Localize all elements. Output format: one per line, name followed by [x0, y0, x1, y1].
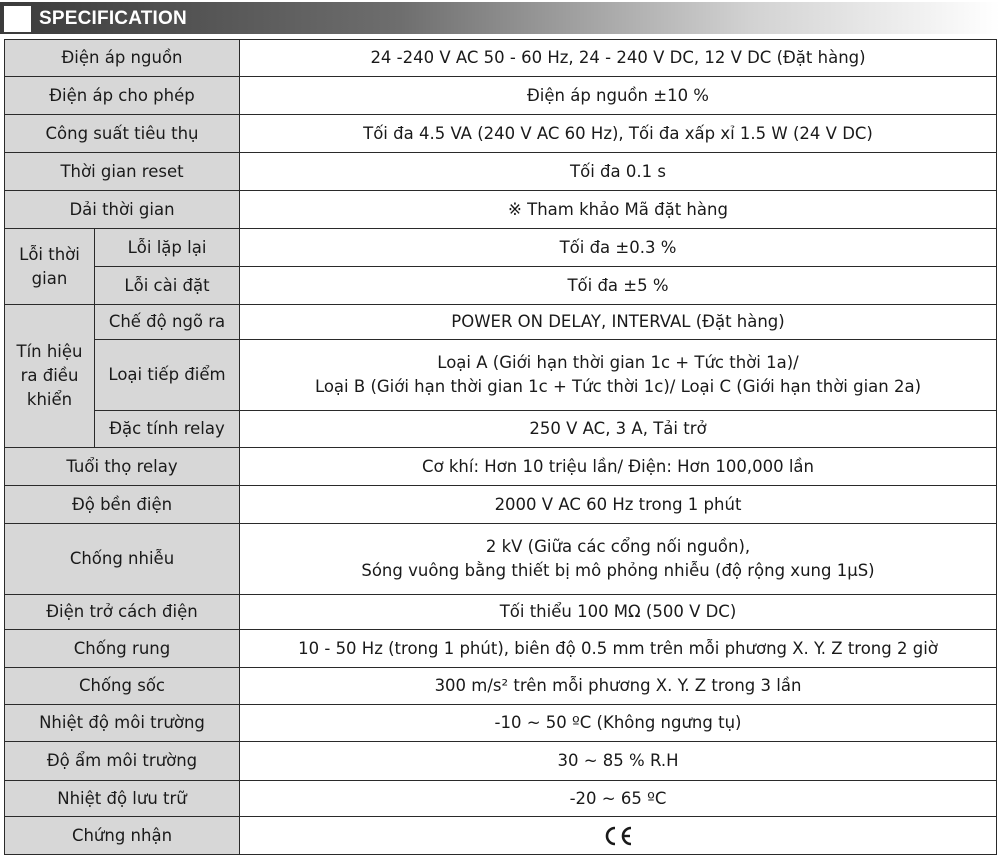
spec-label-repeat-error: Lỗi lặp lại	[95, 229, 240, 267]
table-row	[5, 705, 997, 742]
spec-label-relay-life: Tuổi thọ relay	[5, 448, 240, 486]
spec-label-certification: Chứng nhận	[5, 817, 240, 855]
spec-value-power-voltage: 24 -240 V AC 50 - 60 Hz, 24 - 240 V DC, 12 V DC (Đặt hàng)	[240, 40, 997, 77]
spec-label-setting-error: Lỗi cài đặt	[95, 267, 240, 305]
table-row	[5, 115, 997, 153]
specification-table	[4, 39, 997, 855]
spec-value-vibration: 10 - 50 Hz (trong 1 phút), biên độ 0.5 mm trên mỗi phương X. Y. Z trong 2 giờ	[240, 630, 997, 668]
spec-label-time-range: Dải thời gian	[5, 191, 240, 229]
table-row	[5, 668, 997, 705]
spec-value-noise	[240, 524, 997, 595]
spec-label-storage-temperature: Nhiệt độ lưu trữ	[5, 781, 240, 817]
spec-label-vibration: Chống rung	[5, 630, 240, 668]
spec-value-dielectric: 2000 V AC 60 Hz trong 1 phút	[240, 486, 997, 524]
noise-line-1: 2 kV (Giữa các cổng nối nguồn),	[485, 537, 751, 556]
table-row	[5, 595, 997, 630]
spec-label-shock: Chống sốc	[5, 668, 240, 705]
contact-type-line-1: Loại A (Giới hạn thời gian 1c + Tức thời 1a)/	[437, 353, 799, 372]
spec-value-insulation: Tối thiểu 100 MΩ (500 V DC)	[240, 595, 997, 630]
section-title: SPECIFICATION	[39, 8, 187, 29]
spec-value-storage-temperature: -20 ~ 65 ºC	[240, 781, 997, 817]
table-row	[5, 305, 997, 340]
spec-value-shock: 300 m/s² trên mỗi phương X. Y. Z trong 3 lần	[240, 668, 997, 705]
spec-label-ambient-temperature: Nhiệt độ môi trường	[5, 705, 240, 742]
table-row	[5, 630, 997, 668]
section-header	[0, 2, 1000, 34]
table-row	[5, 411, 997, 448]
spec-value-reset-time: Tối đa 0.1 s	[240, 153, 997, 191]
table-row	[5, 817, 997, 855]
spec-group-label-control-output: Tín hiệu ra điều khiển	[5, 305, 95, 448]
table-row	[5, 742, 997, 781]
spec-label-noise: Chống nhiễu	[5, 524, 240, 595]
ce-mark-icon	[602, 825, 634, 847]
spec-label-dielectric: Độ bền điện	[5, 486, 240, 524]
spec-value-setting-error: Tối đa ±5 %	[240, 267, 997, 305]
table-row	[5, 153, 997, 191]
spec-label-relay-rating: Đặc tính relay	[95, 411, 240, 448]
spec-label-allowable-voltage: Điện áp cho phép	[5, 77, 240, 115]
spec-value-relay-rating: 250 V AC, 3 A, Tải trở	[240, 411, 997, 448]
table-row	[5, 229, 997, 267]
spec-label-power-consumption: Công suất tiêu thụ	[5, 115, 240, 153]
spec-label-insulation: Điện trở cách điện	[5, 595, 240, 630]
spec-value-contact-type	[240, 340, 997, 411]
spec-value-time-range: ※ Tham khảo Mã đặt hàng	[240, 191, 997, 229]
spec-group-label-time-error: Lỗi thời gian	[5, 229, 95, 305]
table-row	[5, 781, 997, 817]
spec-label-reset-time: Thời gian reset	[5, 153, 240, 191]
table-row	[5, 486, 997, 524]
noise-line-2: Sóng vuông bằng thiết bị mô phỏng nhiễu (độ rộng xung 1μS)	[361, 561, 875, 580]
table-row	[5, 267, 997, 305]
spec-label-ambient-humidity: Độ ẩm môi trường	[5, 742, 240, 781]
table-row	[5, 191, 997, 229]
spec-value-certification	[240, 817, 997, 855]
spec-label-power-voltage: Điện áp nguồn	[5, 40, 240, 77]
spec-value-ambient-humidity: 30 ~ 85 % R.H	[240, 742, 997, 781]
table-row	[5, 448, 997, 486]
table-row	[5, 77, 997, 115]
table-row	[5, 340, 997, 411]
spec-value-power-consumption: Tối đa 4.5 VA (240 V AC 60 Hz), Tối đa xấp xỉ 1.5 W (24 V DC)	[240, 115, 997, 153]
spec-label-output-mode: Chế độ ngõ ra	[95, 305, 240, 340]
spec-value-relay-life: Cơ khí: Hơn 10 triệu lần/ Điện: Hơn 100,000 lần	[240, 448, 997, 486]
spec-value-repeat-error: Tối đa ±0.3 %	[240, 229, 997, 267]
spec-value-output-mode: POWER ON DELAY, INTERVAL (Đặt hàng)	[240, 305, 997, 340]
table-row	[5, 40, 997, 77]
header-square-marker	[4, 6, 31, 32]
table-row	[5, 524, 997, 595]
spec-value-ambient-temperature: -10 ~ 50 ºC (Không ngưng tụ)	[240, 705, 997, 742]
contact-type-line-2: Loại B (Giới hạn thời gian 1c + Tức thời 1c)/ Loại C (Giới hạn thời gian 2a)	[314, 377, 922, 396]
spec-label-contact-type: Loại tiếp điểm	[95, 340, 240, 411]
spec-value-allowable-voltage: Điện áp nguồn ±10 %	[240, 77, 997, 115]
